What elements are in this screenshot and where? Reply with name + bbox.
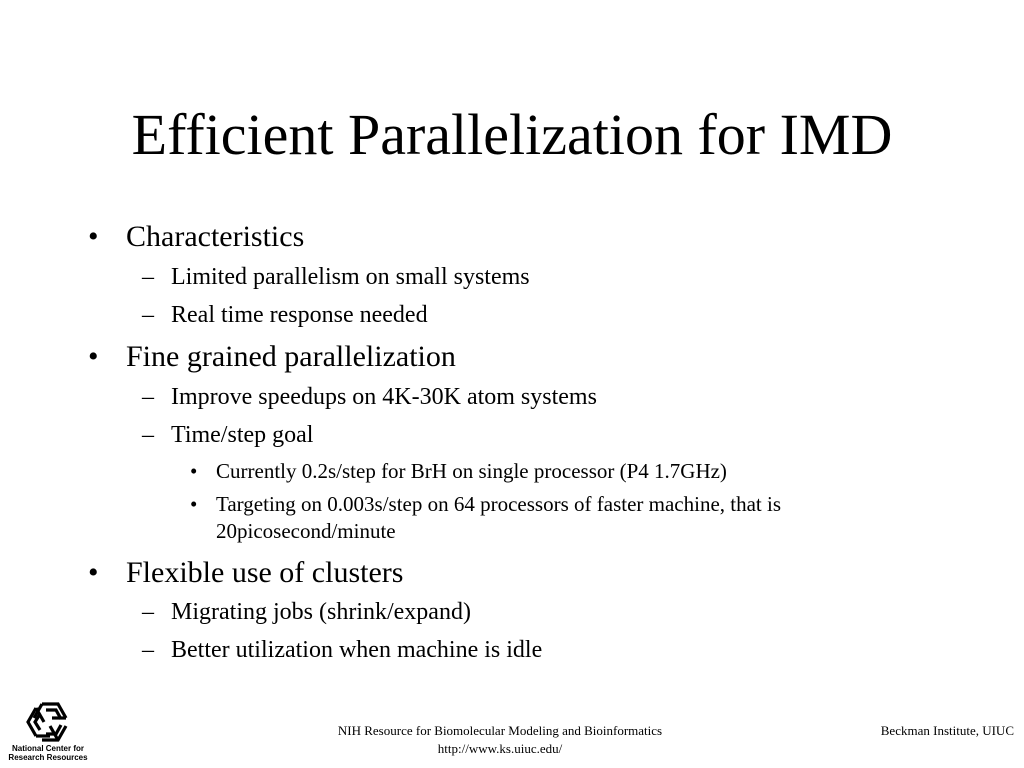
- sub-bullet-marker: –: [142, 264, 154, 290]
- sub-bullet-time-step-goal: Time/step goal: [171, 422, 314, 448]
- logo-text-line2: Research Resources: [8, 753, 88, 762]
- footer-institute: Beckman Institute, UIUC: [880, 723, 1014, 738]
- ncrr-logo-icon: [8, 700, 88, 744]
- sub-sub-bullet-targeting-cont: 20picosecond/minute: [216, 519, 396, 543]
- sub-bullet-real-time: Real time response needed: [171, 302, 428, 328]
- logo-text-line1: National Center for: [11, 744, 84, 753]
- ncrr-logo: [8, 700, 88, 764]
- sub-bullet-marker: –: [142, 302, 154, 328]
- bullet-marker: •: [88, 220, 99, 253]
- sub-sub-bullet-marker: •: [190, 492, 198, 516]
- footer-resource-name: NIH Resource for Biomolecular Modeling and Bioinformatics: [337, 723, 663, 738]
- ncrr-logo-text: [8, 744, 88, 762]
- bullet-fine-grained: Fine grained parallelization: [126, 340, 456, 373]
- bullet-marker: •: [88, 340, 99, 373]
- slide-title: Efficient Parallelization for IMD: [131, 102, 893, 167]
- footer-url: http://www.ks.uiuc.edu/: [437, 741, 563, 756]
- sub-bullet-marker: –: [142, 637, 154, 663]
- sub-bullet-limited-parallelism: Limited parallelism on small systems: [171, 264, 530, 290]
- sub-bullet-improve-speedups: Improve speedups on 4K-30K atom systems: [171, 384, 597, 410]
- sub-bullet-marker: –: [142, 422, 154, 448]
- bullet-characteristics: Characteristics: [126, 220, 305, 253]
- sub-bullet-migrating-jobs: Migrating jobs (shrink/expand): [171, 599, 471, 625]
- sub-sub-bullet-targeting: Targeting on 0.003s/step on 64 processors of faster machine, that is: [216, 492, 782, 516]
- sub-bullet-better-utilization: Better utilization when machine is idle: [171, 637, 543, 663]
- bullet-marker: •: [88, 556, 99, 589]
- sub-bullet-marker: –: [142, 384, 154, 410]
- bullet-flexible-use: Flexible use of clusters: [126, 556, 404, 589]
- sub-sub-bullet-currently: Currently 0.2s/step for BrH on single processor (P4 1.7GHz): [216, 459, 727, 483]
- footer-center: [250, 722, 750, 758]
- sub-bullet-marker: –: [142, 599, 154, 625]
- sub-sub-bullet-marker: •: [190, 459, 198, 483]
